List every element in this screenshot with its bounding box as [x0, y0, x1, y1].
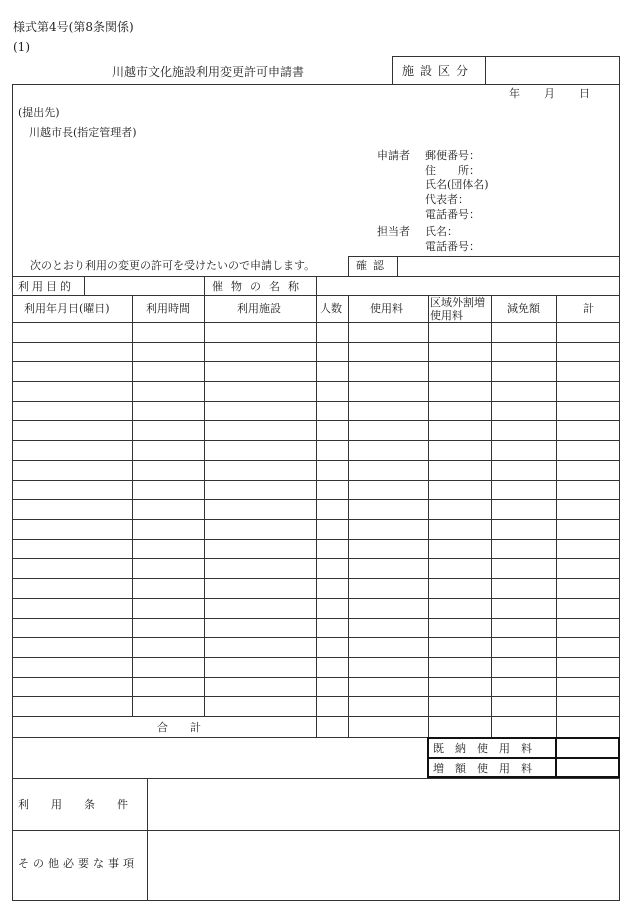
table-row[interactable]	[13, 461, 619, 480]
statement: 次のとおり利用の変更の許可を受けたいので申請します。	[30, 259, 316, 272]
col-facility: 利用施設	[237, 302, 281, 315]
table-row[interactable]	[13, 441, 619, 460]
date-month: 月	[544, 87, 555, 100]
event-name-field[interactable]	[317, 277, 619, 294]
purpose-field[interactable]	[85, 277, 204, 294]
col-out-area-fee: 使用料	[430, 309, 463, 322]
increase-fee-label: 増額使用料	[433, 762, 543, 775]
other-field[interactable]	[148, 831, 619, 900]
table-row[interactable]	[13, 599, 619, 618]
applicant-postal-label: 郵便番号：	[425, 149, 480, 162]
facility-category-label: 施設区分	[402, 64, 475, 78]
facility-category-field[interactable]	[485, 56, 620, 85]
table-row[interactable]	[13, 520, 619, 539]
paid-fee-label: 既納使用料	[433, 742, 543, 755]
paid-fee-field[interactable]	[557, 739, 618, 756]
table-row[interactable]	[13, 382, 619, 401]
table-row[interactable]	[13, 638, 619, 657]
applicant-representative-label: 代表者：	[425, 193, 469, 206]
contact-name-label: 氏名：	[425, 225, 458, 238]
contact-label: 担当者	[377, 225, 410, 238]
total-label: 合 計	[157, 721, 201, 734]
col-people: 人数	[320, 302, 342, 315]
table-row[interactable]	[13, 658, 619, 677]
col-date: 利用年月日(曜日)	[24, 302, 110, 315]
table-row[interactable]	[13, 559, 619, 578]
table-row[interactable]	[13, 481, 619, 499]
col-out-area: 区域外割増	[430, 296, 485, 309]
conditions-field[interactable]	[148, 779, 619, 829]
contact-phone-label: 電話番号：	[425, 240, 480, 253]
increase-fee-field[interactable]	[557, 759, 618, 776]
col-reduction: 減免額	[507, 302, 540, 315]
confirm-label: 確認	[356, 259, 390, 272]
table-row[interactable]	[13, 500, 619, 519]
table-column-line	[316, 716, 317, 737]
date-day: 日	[579, 87, 590, 100]
purpose-label: 利用目的	[18, 280, 74, 293]
applicant-phone-label: 電話番号：	[425, 208, 480, 221]
confirm-field[interactable]	[398, 257, 619, 275]
form-title: 川越市文化施設利用変更許可申請書	[112, 65, 305, 79]
col-total: 計	[583, 302, 594, 315]
table-row[interactable]	[13, 402, 619, 420]
table-row[interactable]	[13, 579, 619, 598]
other-label: その他必要な事項	[18, 857, 138, 870]
event-name-label: 催物の名称	[212, 280, 307, 293]
applicant-label: 申請者	[377, 149, 410, 162]
table-row[interactable]	[13, 697, 619, 716]
col-fee: 使用料	[370, 302, 403, 315]
table-row[interactable]	[13, 362, 619, 381]
col-time: 利用時間	[146, 302, 190, 315]
date-year: 年	[509, 87, 520, 100]
table-row[interactable]	[13, 343, 619, 361]
sub-number: (1)	[13, 40, 30, 54]
submit-to: (提出先)	[18, 106, 60, 119]
applicant-name-label: 氏名(団体名)	[425, 178, 489, 191]
table-row[interactable]	[13, 421, 619, 440]
table-row[interactable]	[13, 540, 619, 558]
recipient: 川越市長(指定管理者)	[29, 126, 137, 139]
table-row[interactable]	[13, 323, 619, 342]
form-number: 様式第4号(第8条関係)	[13, 20, 134, 34]
applicant-address-label: 住 所：	[425, 164, 480, 177]
conditions-label: 利用条件	[18, 798, 150, 811]
table-row[interactable]	[13, 619, 619, 637]
table-row[interactable]	[13, 678, 619, 696]
